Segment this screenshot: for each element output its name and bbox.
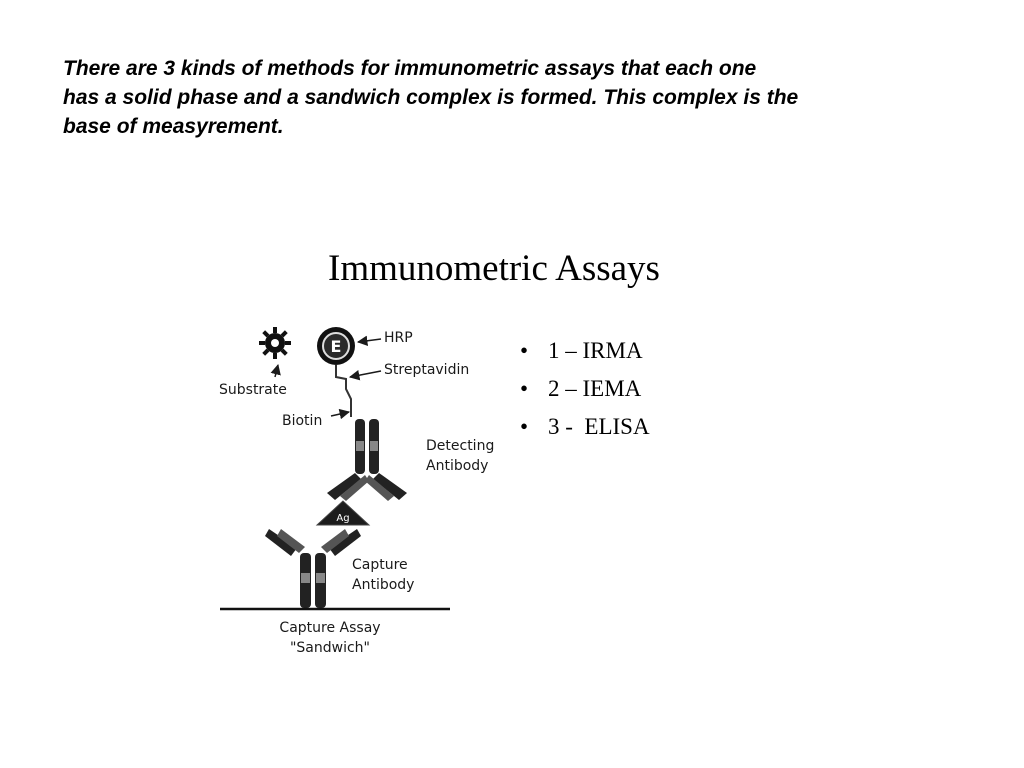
intro-line-2: has a solid phase and a sandwich complex is formed. This complex is the [63,86,799,109]
slide-title: Immunometric Assays [328,248,660,289]
label-detecting-line-1: Detecting [426,438,495,454]
label-substrate: Substrate [219,382,287,398]
detecting-antibody-icon [327,419,407,501]
intro-text [63,54,983,141]
intro-line-1: There are 3 kinds of methods for immunometric assays that each one [63,57,757,80]
hrp-enzyme-icon [317,327,355,365]
method-item-elisa: • 3 - ELISA [520,408,650,446]
method-item-iema: • 2 – IEMA [520,370,650,408]
method-item-irma: • 1 – IRMA [520,332,650,370]
label-streptavidin: Streptavidin [384,362,470,378]
antigen-letter: Ag [336,513,350,524]
label-capture-line-2: Antibody [352,577,415,593]
antigen-icon [317,501,369,525]
label-biotin: Biotin [282,413,323,429]
methods-list [520,332,650,446]
caption-line-1: Capture Assay [279,620,381,636]
intro-line-3: base of measyrement. [63,115,284,138]
substrate-icon [259,327,291,359]
capture-antibody-icon [265,529,361,608]
enzyme-letter: E [330,337,342,356]
streptavidin-link-icon [336,365,351,417]
sandwich-assay-diagram [205,315,495,660]
label-capture-line-1: Capture [352,557,408,573]
label-detecting-line-2: Antibody [426,458,489,474]
label-hrp: HRP [384,330,413,346]
caption-line-2: "Sandwich" [289,640,371,656]
